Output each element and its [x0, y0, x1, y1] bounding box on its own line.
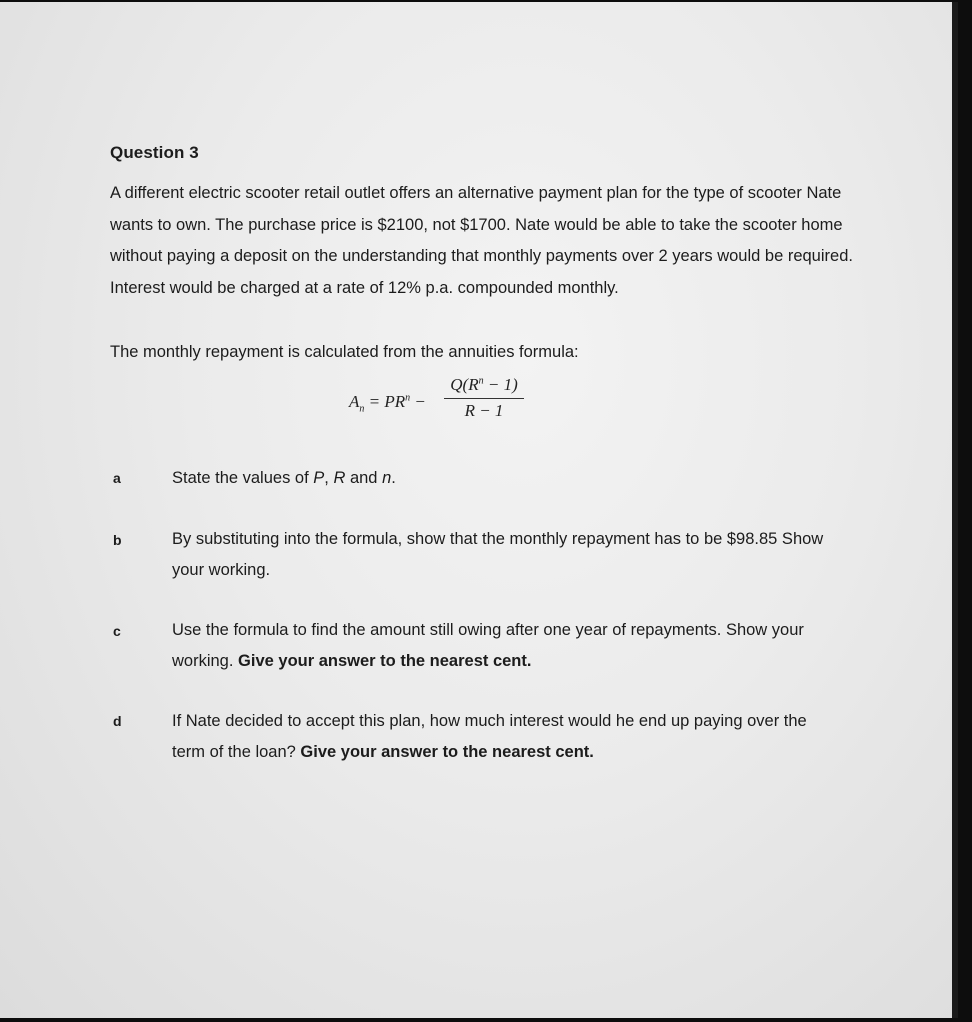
- formula-num-b: − 1): [483, 375, 518, 394]
- part-d-text: [172, 706, 840, 768]
- part-a-v3: n: [382, 469, 392, 487]
- formula-pow: n: [405, 392, 411, 404]
- formula-numerator: [444, 375, 524, 397]
- part-c-letter: c: [113, 623, 121, 639]
- part-a-v1: P: [313, 469, 325, 487]
- part-a-letter: a: [113, 470, 121, 486]
- question-intro: A different electric scooter retail outlet offers an alternative payment plan for the type of scooter Nate wants to own. The purchase price is $2100, not $1700. Nate would be able to take the scooter home without paying a deposit on the understanding that monthly payments over 2 years would be required. Interest would be charged at a rate of 12% p.a. compounded monthly.: [110, 184, 853, 297]
- formula-fraction: [444, 375, 524, 421]
- part-d-bold: Give your answer to the nearest cent.: [300, 743, 594, 761]
- part-a-v2: R: [333, 469, 346, 487]
- formula-minus: −: [410, 392, 426, 411]
- formula-lhs: [349, 392, 426, 414]
- part-a-t2: ,: [324, 469, 334, 487]
- part-b-letter: b: [113, 532, 122, 548]
- part-a-t4: .: [391, 469, 396, 487]
- worksheet-screen: [0, 2, 958, 1018]
- part-b-text: By substituting into the formula, show that the monthly repayment has to be $98.85 Show your working.: [172, 530, 824, 579]
- part-d-body: If Nate decided to accept this plan, how much interest would he end up paying over the term of the loan?: [172, 712, 807, 761]
- formula-a-sub: n: [359, 403, 365, 415]
- part-c-text: [172, 615, 840, 677]
- part-a-t1: State the values of: [172, 469, 314, 487]
- formula-num-pow: n: [478, 375, 484, 387]
- part-d-letter: d: [113, 713, 122, 729]
- formula-num-a: Q(R: [450, 375, 479, 394]
- formula-denominator: R − 1: [464, 401, 504, 420]
- formula-intro: The monthly repayment is calculated from the annuities formula:: [110, 343, 579, 361]
- fraction-bar: [444, 398, 524, 399]
- part-a-text: [172, 463, 872, 494]
- question-title: Question 3: [110, 143, 199, 162]
- part-a-t3: and: [345, 469, 383, 487]
- formula-eq: = PR: [364, 392, 406, 411]
- part-c-bold: Give your answer to the nearest cent.: [238, 652, 532, 670]
- part-c-body: Use the formula to find the amount still owing after one year of repayments. Show your working.: [172, 621, 804, 670]
- formula-a: A: [349, 392, 360, 411]
